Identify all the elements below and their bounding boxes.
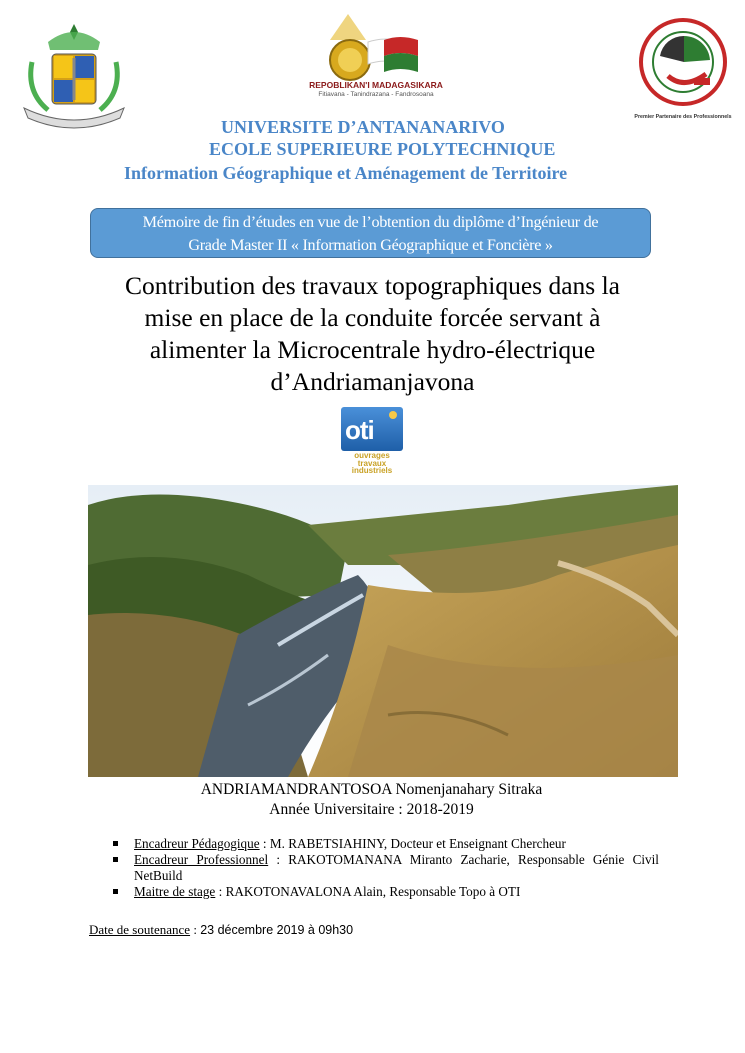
memoire-banner [90,208,651,258]
title-line-2: mise en place de la conduite forcée servant à [144,303,601,332]
oti-sub-1: ouvrages [354,451,390,460]
supervisor-value: M. RABETSIAHINY, Docteur et Enseignant Chercheur [269,836,566,851]
defense-date: Date de soutenance : 23 décembre 2019 à 09h30 [89,922,354,937]
espa-caption: Premier Partenaire des Professionnels [634,114,732,120]
list-item: Encadreur Professionnel : RAKOTOMANANA Miranto Zacharie, Responsable Génie Civil NetBuild [109,852,659,884]
department-name: Information Géographique et Aménagement de Territoire [124,163,568,183]
seal-motto: Fitiavana - Tanindrazana - Fandrosoana [318,91,434,98]
list-item: Maitre de stage : RAKOTONAVALONA Alain, Responsable Topo à OTI [109,884,659,900]
memoire-line-2: Grade Master II « Information Géographique et Foncière » [188,236,553,254]
title-line-3: alimenter la Microcentrale hydro-électrique [149,335,596,364]
author-block [90,780,653,820]
oti-logo [341,407,403,475]
defense-value: 23 décembre 2019 à 09h30 [200,923,354,937]
defense-label: Date de soutenance [89,922,191,937]
title-line-1: Contribution des travaux topographiques dans la [124,271,621,300]
supervisor-list [109,836,659,900]
oti-sub-3: industriels [351,466,393,475]
espa-logo [628,16,738,124]
supervisor-value: RAKOTOMANANA Miranto Zacharie, Responsable Génie Civil NetBuild [134,852,659,883]
supervisor-label: Encadreur Pédagogique [134,836,260,851]
supervisor-label: Maitre de stage [134,884,216,899]
supervisor-label: Encadreur Professionnel [134,852,269,867]
title-line-4: d’Andriamanjavona [270,367,475,396]
oti-wordmark: oti [345,415,374,445]
author-name: ANDRIAMANDRANTOSOA Nomenjanahary Sitraka [200,781,543,798]
madagascar-seal-logo [288,12,460,102]
oti-sub-2: travaux [357,458,387,468]
supervisor-value: RAKOTONAVALONA Alain, Responsable Topo à OTI [225,884,521,899]
university-crest-logo [18,22,130,130]
river-valley-photo [88,485,678,777]
university-name: UNIVERSITE D’ANTANANARIVO [221,117,505,137]
thesis-title [70,270,675,398]
memoire-line-1: Mémoire de fin d’études en vue de l’obtention du diplôme d’Ingénieur de [142,213,599,231]
school-name: ECOLE SUPERIEURE POLYTECHNIQUE [209,139,556,159]
list-item: Encadreur Pédagogique : M. RABETSIAHINY, Docteur et Enseignant Chercheur [109,836,659,852]
academic-year: Année Universitaire : 2018-2019 [269,801,474,818]
seal-caption: REPOBLIKAN'I MADAGASIKARA [309,80,443,90]
